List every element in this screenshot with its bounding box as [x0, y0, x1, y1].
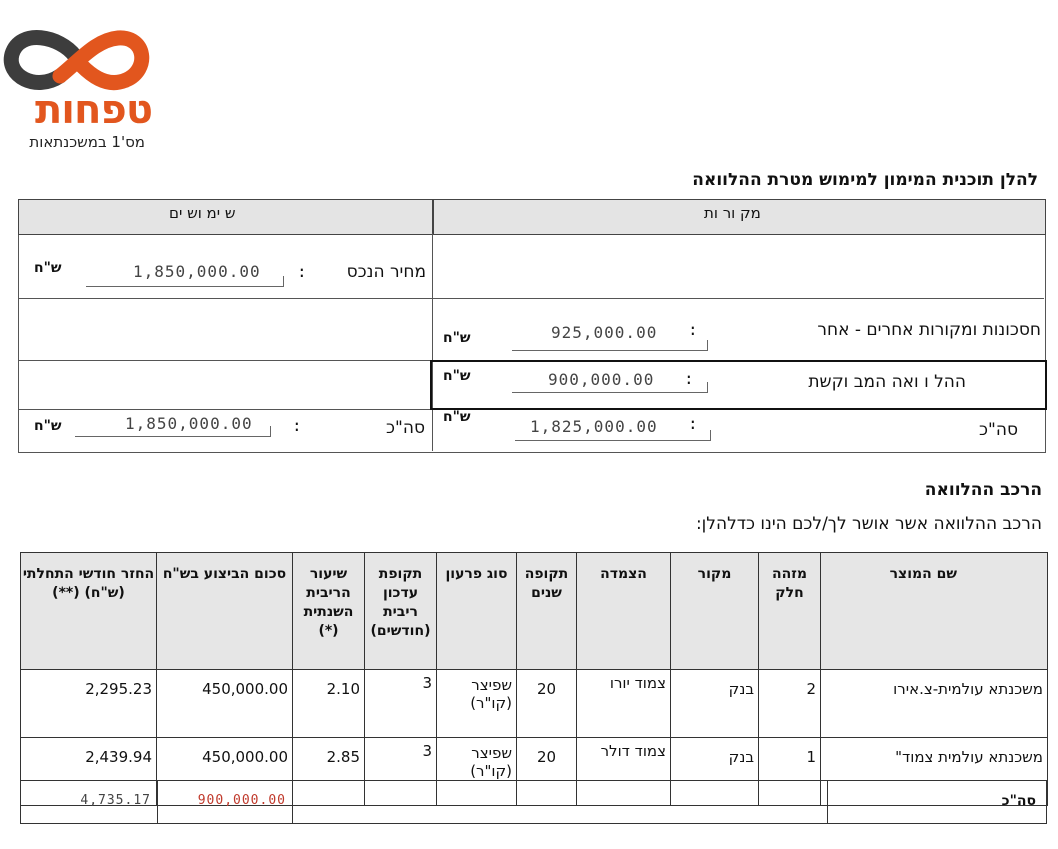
plan-title: להלן תוכנית המימון למימוש מטרת ההלוואה	[692, 170, 1038, 190]
uses-total-label: סה"כ	[386, 418, 425, 438]
cell-monthly-payment: 2,439.94	[21, 738, 157, 806]
sources-total-underline	[515, 426, 711, 441]
infinity-logo-icon	[11, 38, 142, 84]
cell-source: בנק	[671, 738, 759, 806]
colon: :	[688, 414, 698, 433]
property-price-underline	[86, 272, 284, 287]
currency-label: ש"ח	[443, 330, 471, 346]
column-divider	[432, 233, 433, 451]
cell-rate-update-period: 3	[365, 738, 437, 806]
cell-repayment-type: שפיצר (קו"ר)	[437, 738, 517, 806]
table-header-row	[21, 553, 1048, 670]
uses-header-label: ש ימ וש ים	[169, 204, 236, 222]
cell-execution-amount: 450,000.00	[157, 738, 293, 806]
cell-annual-rate: 2.10	[293, 670, 365, 738]
cell-linkage: צמוד יורו	[577, 670, 671, 738]
col-execution-amount: סכום הביצוע בש"ח	[157, 553, 293, 670]
col-monthly-payment: החזר חודשי התחלתי (ש"ח) (**)	[21, 553, 157, 670]
cell-monthly-payment: 2,295.23	[21, 670, 157, 738]
totals-monthly-payment-cell	[21, 781, 158, 823]
logo-brand-name: טפחות	[34, 87, 152, 133]
uses-header	[18, 199, 433, 235]
property-price-value: 1,850,000.00	[133, 262, 261, 281]
uses-total-underline	[75, 422, 271, 437]
loan-section-title: הרכב ההלוואה	[924, 480, 1042, 500]
sources-total-label: סה"כ	[979, 420, 1018, 440]
cell-part-id: 2	[759, 670, 821, 738]
colon: :	[684, 369, 694, 388]
colon: :	[297, 262, 307, 281]
totals-monthly-payment: 4,735.17	[80, 793, 151, 808]
sources-total-value: 1,825,000.00	[530, 417, 658, 436]
col-repayment-type: סוג פרעון	[437, 553, 517, 670]
cell-product-name: משכנתא עולמית צמוד"	[821, 738, 1048, 806]
cell-period-years: 20	[517, 738, 577, 806]
col-annual-rate: שיעור הריבית השנתית (*)	[293, 553, 365, 670]
savings-value: 925,000.00	[551, 323, 658, 342]
cell-part-id: 1	[759, 738, 821, 806]
cell-annual-rate: 2.85	[293, 738, 365, 806]
property-price-label: מחיר הנכס	[346, 262, 426, 282]
col-source: מקור	[671, 553, 759, 670]
requested-loan-value: 900,000.00	[548, 370, 655, 389]
savings-label: חסכונות ומקורות אחרים - אחר	[817, 320, 1041, 340]
colon: :	[688, 320, 698, 339]
cell-period-years: 20	[517, 670, 577, 738]
cell-source: בנק	[671, 670, 759, 738]
totals-execution-amount-cell	[157, 781, 293, 823]
totals-row	[20, 780, 1047, 824]
cell-repayment-type: שפיצר (קו"ר)	[437, 670, 517, 738]
sources-header	[433, 199, 1046, 235]
col-linkage: הצמדה	[577, 553, 671, 670]
loan-section-subtitle: הרכב ההלוואה אשר אושר לך/לכם הינו כדלהלן:	[695, 514, 1042, 534]
currency-label: ש"ח	[443, 409, 471, 425]
requested-loan-underline	[512, 378, 708, 393]
logo-tagline: מס'1 במשכנתאות	[29, 133, 145, 151]
cell-linkage: צמוד דולר	[577, 738, 671, 806]
cell-execution-amount: 450,000.00	[157, 670, 293, 738]
col-product-name: שם המוצר	[821, 553, 1048, 670]
totals-empty-cell	[292, 781, 828, 823]
currency-label: ש"ח	[34, 418, 62, 434]
colon: :	[292, 416, 302, 435]
currency-label: ש"ח	[34, 260, 62, 276]
table-row	[21, 670, 1048, 738]
currency-label: ש"ח	[443, 368, 471, 384]
cell-product-name: משכנתא עולמית-צ.אירו	[821, 670, 1048, 738]
uses-total-value: 1,850,000.00	[125, 414, 253, 433]
requested-loan-label: ההל ו ואה המב וקשת	[808, 372, 966, 392]
col-period-years: תקופה שנים	[517, 553, 577, 670]
row-divider	[18, 409, 432, 410]
totals-label: סה"כ	[1001, 793, 1036, 809]
col-part-id: מזהה חלק	[759, 553, 821, 670]
loan-composition-table	[20, 552, 1048, 806]
row-divider	[18, 298, 1044, 299]
savings-underline	[512, 336, 708, 351]
sources-header-label: מק ור ות	[704, 204, 761, 222]
cell-rate-update-period: 3	[365, 670, 437, 738]
col-rate-update-period: תקופת עדכון ריבית (חודשים)	[365, 553, 437, 670]
totals-execution-amount: 900,000.00	[197, 793, 286, 808]
